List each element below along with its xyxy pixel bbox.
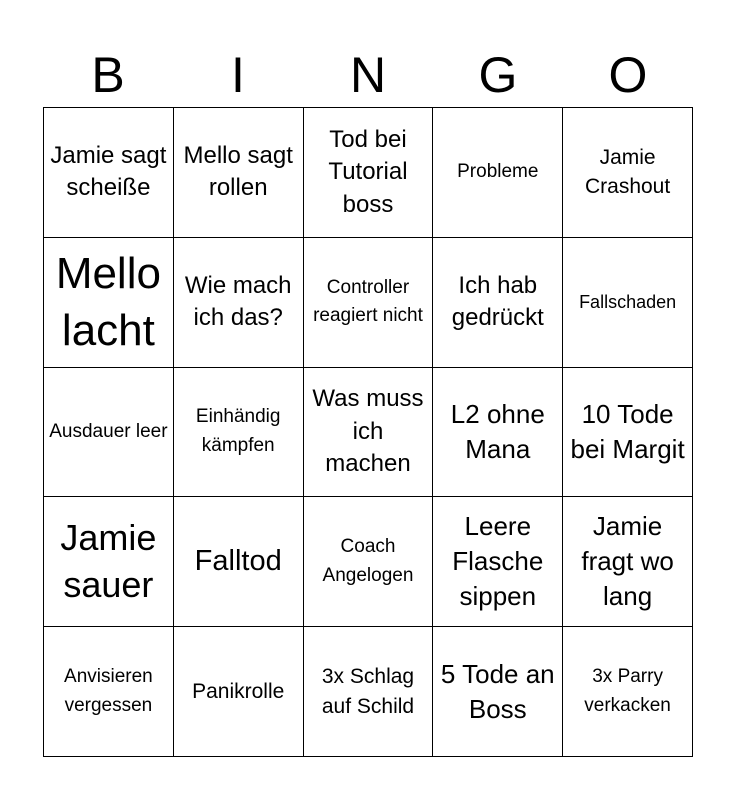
bingo-cell-r3c1[interactable] [44, 368, 174, 498]
bingo-cell-text: Falltod [194, 545, 282, 578]
bingo-cell-text: Jamie sagt scheiße [50, 142, 167, 202]
bingo-header [43, 44, 693, 106]
bingo-cell-r1c3[interactable] [304, 108, 434, 238]
bingo-cell-text: Mello lacht [55, 249, 161, 356]
header-letter-n: N [349, 47, 387, 103]
bingo-cell-text: L2 ohne Mana [450, 398, 545, 464]
bingo-cell-text: Fallschaden [579, 291, 677, 312]
bingo-cell-r4c2[interactable] [174, 497, 304, 627]
bingo-cell-r5c2[interactable] [174, 627, 304, 757]
bingo-cell-r5c3[interactable] [304, 627, 434, 757]
bingo-cell-r4c5[interactable] [563, 497, 693, 627]
bingo-cell-text: Panikrolle [192, 679, 285, 703]
bingo-cell-text: Ausdauer leer [49, 420, 168, 442]
header-letter-g: G [478, 47, 518, 103]
bingo-cell-r1c4[interactable] [433, 108, 563, 238]
bingo-cell-r2c1[interactable] [44, 238, 174, 368]
bingo-cell-r2c3[interactable] [304, 238, 434, 368]
bingo-cell-r3c2[interactable] [174, 368, 304, 498]
bingo-cell-text: Jamie fragt wo lang [581, 511, 674, 612]
bingo-cell-text: 3x Schlag auf Schild [321, 665, 415, 718]
bingo-cell-r1c1[interactable] [44, 108, 174, 238]
bingo-cell-r3c3[interactable] [304, 368, 434, 498]
bingo-cell-text: Tod bei Tutorial boss [328, 125, 408, 218]
bingo-board [43, 107, 693, 757]
bingo-cell-text: Einhändig kämpfen [195, 406, 281, 456]
bingo-cell-r4c4[interactable] [433, 497, 563, 627]
bingo-cell-r5c1[interactable] [44, 627, 174, 757]
bingo-cell-r4c3[interactable] [304, 497, 434, 627]
bingo-cell-text: Probleme [457, 161, 539, 183]
bingo-cell-r1c2[interactable] [174, 108, 304, 238]
header-letter-b: B [91, 47, 125, 103]
bingo-cell-text: Controller reagiert nicht [313, 276, 423, 327]
bingo-cell-text: Anvisieren vergessen [64, 666, 153, 716]
header-letter-o: O [608, 47, 648, 103]
bingo-cell-text: Ich hab gedrückt [451, 271, 544, 332]
bingo-cell-text: 3x Parry verkacken [584, 666, 671, 716]
bingo-cell-text: Leere Flasche sippen [452, 511, 544, 612]
bingo-cell-r5c4[interactable] [433, 627, 563, 757]
bingo-cell-text: Wie mach ich das? [184, 271, 292, 332]
bingo-cell-text: 5 Tode an Boss [440, 658, 555, 724]
bingo-cell-r2c5[interactable] [563, 238, 693, 368]
bingo-cell-text: Jamie sauer [60, 516, 157, 605]
bingo-cell-text: 10 Tode bei Margit [570, 398, 685, 464]
bingo-cell-text: Jamie Crashout [584, 146, 671, 199]
bingo-cell-text: Coach Angelogen [322, 536, 414, 586]
bingo-cell-r3c4[interactable] [433, 368, 563, 498]
header-letter-i: I [231, 47, 245, 103]
bingo-cell-r4c1[interactable] [44, 497, 174, 627]
bingo-cell-r3c5[interactable] [563, 368, 693, 498]
bingo-cell-text: Mello sagt rollen [183, 142, 293, 202]
bingo-cell-r2c4[interactable] [433, 238, 563, 368]
bingo-cell-r5c5[interactable] [563, 627, 693, 757]
bingo-cell-text: Was muss ich machen [312, 385, 424, 478]
bingo-cell-r1c5[interactable] [563, 108, 693, 238]
bingo-cell-r2c2[interactable] [174, 238, 304, 368]
